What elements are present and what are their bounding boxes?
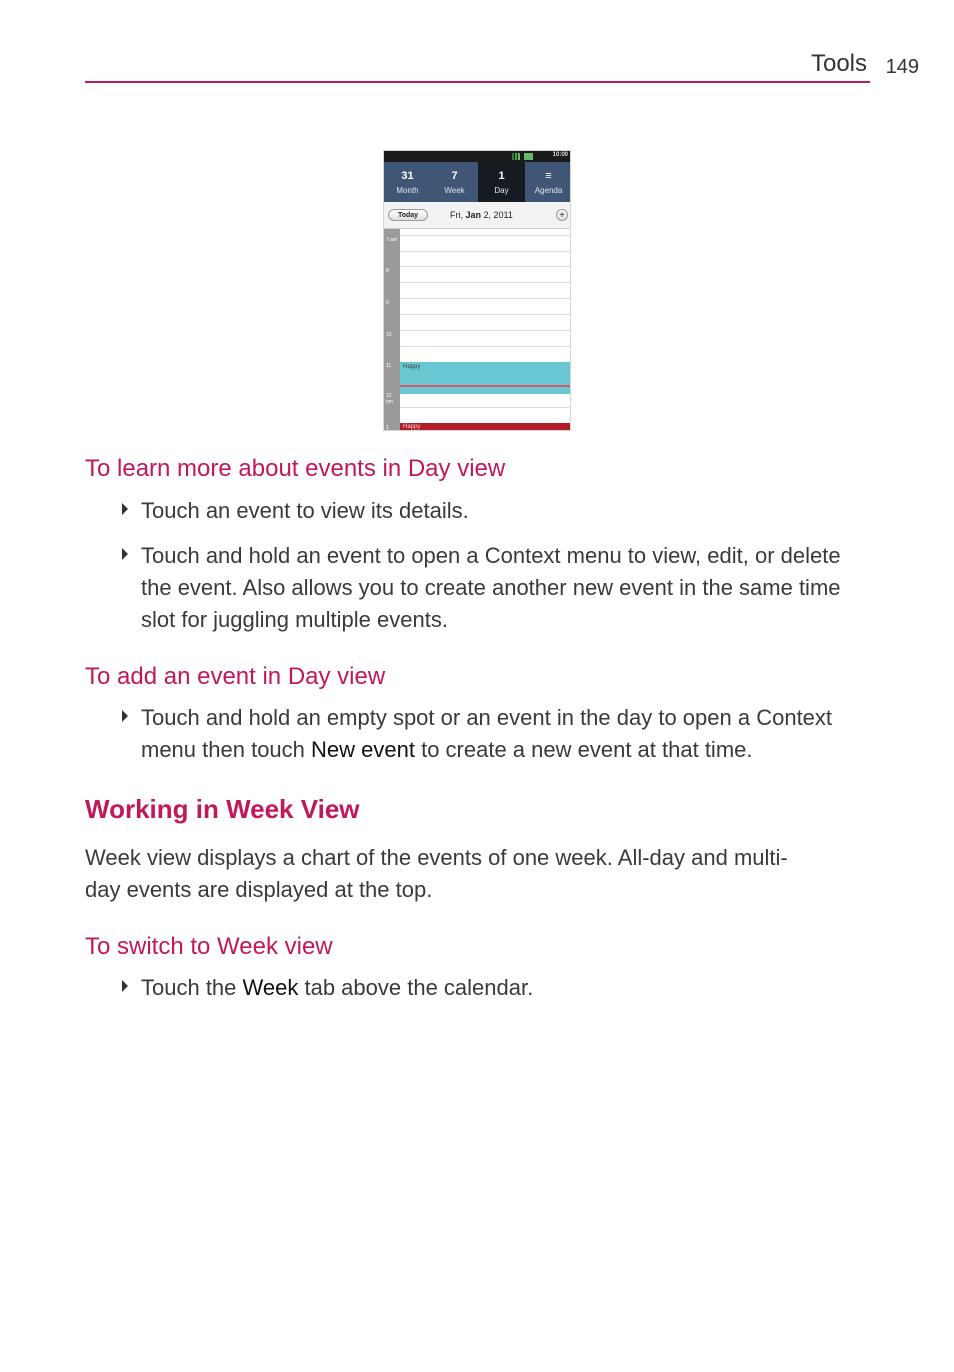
body-paragraph: Week view displays a chart of the events of one week. All-day and multi-day events are displayed at the top.	[85, 845, 788, 902]
month-calendar-icon: 31	[401, 170, 414, 182]
hour-column	[384, 229, 400, 431]
tab-label: Agenda	[534, 186, 563, 195]
status-bar	[384, 151, 571, 162]
current-time-line	[400, 385, 571, 387]
section-heading: To switch to Week view	[85, 933, 333, 960]
page-number: 149	[885, 56, 919, 78]
half-hour-gridline	[400, 282, 571, 283]
header-rule	[85, 81, 870, 83]
hour-gridline	[400, 235, 571, 236]
signal-battery-icons	[498, 153, 534, 160]
event-block[interactable]	[400, 423, 571, 431]
hour-label: 12 pm	[386, 393, 393, 405]
date-day-year: 2, 2011	[481, 210, 513, 220]
half-hour-gridline	[400, 314, 571, 315]
tab-month[interactable]	[384, 162, 431, 202]
hour-gridline	[400, 407, 571, 408]
date-weekday: Fri,	[450, 210, 466, 220]
hour-label: 9	[386, 300, 389, 306]
bullet-text	[141, 702, 881, 766]
hour-label: 11	[386, 363, 392, 369]
hour-label: 1	[386, 425, 389, 431]
running-header	[85, 48, 919, 84]
bullet-arrow-icon	[122, 548, 128, 560]
hour-label: 8	[386, 268, 389, 274]
half-hour-gridline	[400, 251, 571, 252]
bullet-arrow-icon	[122, 980, 128, 992]
today-button[interactable]: Today	[388, 209, 428, 221]
day-calendar-icon: 1	[498, 170, 505, 182]
tab-agenda[interactable]	[525, 162, 571, 202]
battery-icon	[524, 153, 533, 160]
bullet-text	[141, 972, 881, 1004]
tab-label: Month	[396, 186, 419, 195]
date-month: Jan	[465, 210, 482, 220]
tab-week[interactable]	[431, 162, 478, 202]
bullet-text-part: Touch the	[141, 975, 243, 1000]
event-block[interactable]	[400, 362, 571, 394]
bullet-arrow-icon	[122, 503, 128, 515]
date-navigation-bar	[384, 202, 571, 229]
header-section-title: Tools	[810, 50, 867, 77]
calendar-tabbar	[384, 162, 571, 202]
event-title: Happy	[403, 424, 421, 430]
calendar-day-view-screenshot	[383, 150, 571, 431]
current-date	[450, 210, 513, 220]
hour-gridline	[400, 298, 571, 299]
section-heading: To add an event in Day view	[85, 663, 386, 690]
hour-gridline	[400, 266, 571, 267]
week-calendar-icon: 7	[451, 170, 458, 182]
bullet-text-part: Touch and hold an empty spot or an event in the day to open a Context menu then touch	[141, 705, 833, 762]
tab-day[interactable]	[478, 162, 525, 202]
event-title: Happy	[403, 364, 421, 370]
ui-term-new-event: New event	[311, 737, 415, 762]
bullet-text-part: to create a new event at that time.	[414, 737, 753, 762]
bullet-text-part: tab above the calendar.	[298, 975, 534, 1000]
hour-gridline	[400, 330, 571, 331]
hour-label: 7 am	[386, 237, 398, 243]
add-event-icon[interactable]: +	[556, 209, 568, 221]
ui-term-week: Week	[242, 975, 299, 1000]
bullet-text: Touch and hold an event to open a Context menu to view, edit, or delete the event. Also allows you to create another new event in the same time slot for juggling multiple events.	[141, 543, 841, 632]
bullet-text: Touch an event to view its details.	[141, 498, 469, 523]
day-view-grid[interactable]	[384, 229, 571, 431]
signal-icon	[512, 153, 522, 160]
half-hour-gridline	[400, 346, 571, 347]
section-heading: To learn more about events in Day view	[85, 455, 506, 482]
hour-label: 10	[386, 332, 392, 338]
bullet-arrow-icon	[122, 710, 128, 722]
tab-label: Day	[494, 186, 509, 195]
tab-label: Week	[444, 186, 465, 195]
status-time: 10:00	[552, 152, 568, 158]
section-title: Working in Week View	[85, 794, 360, 824]
agenda-list-icon: ≡	[545, 170, 552, 182]
